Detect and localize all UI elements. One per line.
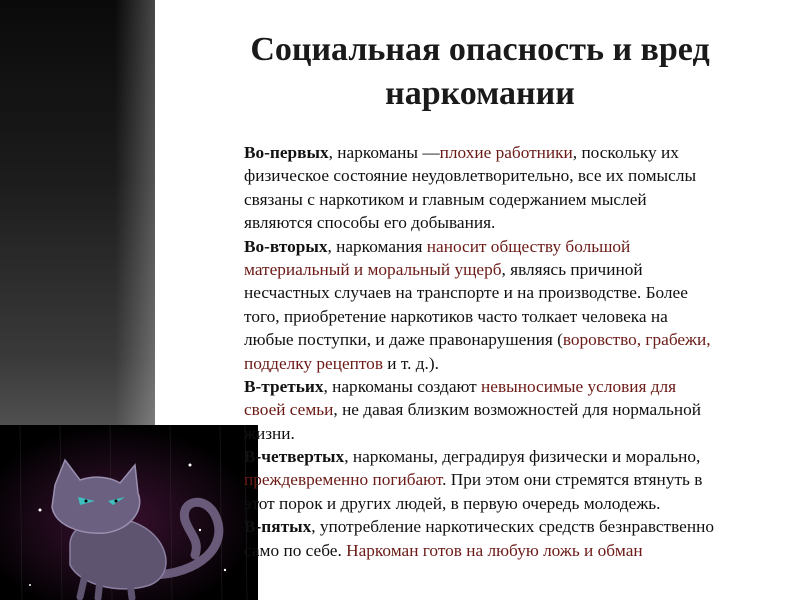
body-line: [244, 398, 792, 421]
body-line: [244, 515, 792, 538]
highlight-text: плохие работники: [439, 143, 573, 162]
text-fragment: , наркоманы, деградируя физически и морально,: [344, 447, 701, 467]
body-line: жизни.: [244, 423, 295, 443]
text-fragment: , являясь причиной: [501, 259, 643, 279]
title-line-1: Социальная опасность и вред: [250, 31, 710, 68]
body-line: [244, 235, 792, 258]
body-line: физическое состояние неудовлетворительно, все их помыслы: [244, 166, 697, 186]
text-fragment: любые поступки, и даже правонарушения (: [244, 330, 563, 350]
highlight-text: Наркоман готов на любую ложь и обман: [346, 540, 643, 560]
body-line: [244, 539, 792, 562]
text-fragment: , поскольку их: [572, 143, 679, 162]
body-line: этот порок и других людей, в первую очередь молодежь.: [244, 493, 661, 513]
body-line: связаны с наркотиком и главным содержанием мыслей: [244, 189, 647, 209]
point-label: В-четвертых: [244, 447, 345, 467]
body-text: [244, 141, 792, 562]
highlight-text: невыносимые условия для: [481, 376, 677, 396]
body-line: несчастных случаев на транспорте и на производстве. Более: [244, 283, 688, 303]
body-line: [244, 141, 792, 164]
text-fragment: и т. д.).: [382, 353, 439, 373]
body-line: являются способы его добывания.: [244, 213, 496, 233]
point-label: В-третьих: [244, 376, 324, 396]
page-title: [170, 28, 790, 116]
highlight-text: воровство, грабежи,: [562, 330, 711, 350]
text-fragment: , наркоманы создают: [323, 376, 482, 396]
text-fragment: . При этом они стремятся втянуть в: [442, 470, 703, 490]
highlight-text: подделку рецептов: [244, 353, 383, 373]
text-fragment: , наркоманы —: [328, 143, 440, 162]
highlight-text: наносит обществу большой: [426, 236, 631, 256]
point-label: Во-вторых: [244, 236, 328, 256]
body-line: [244, 445, 792, 468]
point-label: Во-первых: [244, 143, 329, 162]
title-line-2: наркомании: [385, 75, 575, 112]
point-label: В-пятых: [244, 517, 312, 537]
highlight-text: материальный и моральный ущерб: [244, 259, 502, 279]
body-line: того, приобретение наркотиков часто толкает человека на: [244, 306, 668, 326]
body-line: [244, 258, 792, 281]
text-fragment: само по себе.: [244, 540, 347, 560]
body-line: [244, 468, 792, 491]
body-line: [244, 375, 792, 398]
highlight-text: преждевременно погибают: [244, 470, 443, 490]
cat-drawing: [0, 425, 258, 600]
highlight-text: своей семьи: [244, 400, 334, 420]
cat-illustration: [0, 425, 258, 600]
text-fragment: , употребление наркотических средств безнравственно: [311, 517, 714, 537]
body-line: [244, 352, 792, 375]
text-fragment: , не давая близким возможностей для нормальной: [333, 400, 701, 420]
text-fragment: , наркомания: [327, 236, 427, 256]
body-line: [244, 328, 792, 351]
